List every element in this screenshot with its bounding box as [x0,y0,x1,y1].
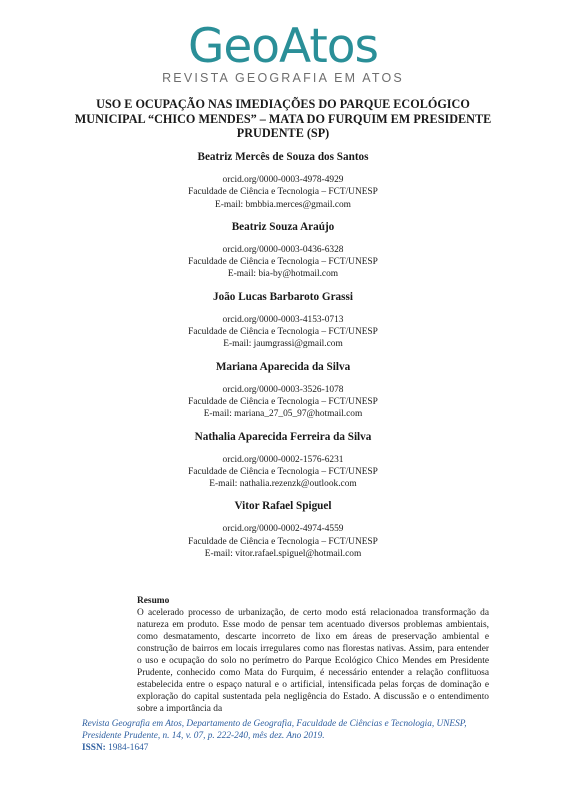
geoatos-logo-graphic [153,18,413,88]
article-title: USO E OCUPAÇÃO NAS IMEDIAÇÕES DO PARQUE ECOLÓGICO MUNICIPAL “CHICO MENDES” – MATA DO FURQUIM EM PRESIDENTE PRUDENTE (SP) [74,97,492,141]
logo-subtitle: REVISTA GEOGRAFIA EM ATOS [162,71,404,85]
author-orcid: orcid.org/0000-0003-0436-6328 [222,244,344,255]
author-block [60,500,506,560]
author-orcid: orcid.org/0000-0003-3526-1078 [222,384,344,395]
author-email: E-mail: vitor.rafael.spiguel@hotmail.com [204,549,362,560]
author-affiliation: Faculdade de Ciência e Tecnologia – FCT/UNESP [188,257,378,268]
author-block [60,291,506,351]
author-block [60,431,506,491]
footer-citation: Revista Geografia em Atos, Departamento de Geografia, Faculdade de Ciências e Tecnologia, UNESP, Presidente Prudente, n. 14, v. 07, p. 222-240, mês dez. Ano 2019. [82,719,467,741]
author-affiliation: Faculdade de Ciência e Tecnologia – FCT/UNESP [188,396,378,407]
page-footer [82,719,502,754]
author-name: Nathalia Aparecida Ferreira da Silva [194,430,372,443]
author-orcid: orcid.org/0000-0003-4153-0713 [222,314,344,325]
author-name: Beatriz Souza Araújo [231,220,335,233]
author-list [60,151,506,570]
author-affiliation: Faculdade de Ciência e Tecnologia – FCT/UNESP [188,536,378,547]
journal-logo [0,18,566,90]
author-orcid: orcid.org/0000-0002-1576-6231 [222,454,344,465]
author-block [60,221,506,281]
author-email: E-mail: bia-by@hotmail.com [227,269,339,280]
author-email: E-mail: bmbbia.merces@gmail.com [215,199,351,210]
author-name: Vitor Rafael Spiguel [234,500,332,513]
author-block [60,361,506,421]
footer-issn [82,743,502,755]
abstract-text: O acelerado processo de urbanização, de certo modo está relacionadoa transformação da natureza em produto. Esse modo de pensar tem acentuado diversos problemas ambientais, como desmatamento, descarte incorreto de lixo em áreas de preservação ambiental e construção de bairros em locais irregulares como nas florestas nativas. Assim, para entender o uso e ocupação do solo no perímetro do Parque Ecológico Chico Mendes em Presidente Prudente, conhecido como Mata do Furquim, é necessário entender a relação conflituosa estabelecida entre o espaço natural e o artificial, intensificada pelas forças de dominação e exploração do capital sustentada pela negligência do Estado. A discussão e o entendimento sobre a importância da [137,608,489,715]
author-email: E-mail: mariana_27_05_97@hotmail.com [203,409,363,420]
author-name: João Lucas Barbaroto Grassi [213,290,353,303]
author-affiliation: Faculdade de Ciência e Tecnologia – FCT/UNESP [188,327,378,338]
author-email: E-mail: jaumgrassi@gmail.com [223,339,343,350]
abstract-heading: Resumo [137,596,170,606]
author-affiliation: Faculdade de Ciência e Tecnologia – FCT/UNESP [188,187,378,198]
author-name: Mariana Aparecida da Silva [215,360,351,373]
issn-value: 1984-1647 [108,742,149,753]
author-name: Beatriz Mercês de Souza dos Santos [197,151,369,163]
author-email: E-mail: nathalia.rezenzk@outlook.com [209,479,357,490]
author-block [60,151,506,211]
logo-wordmark: GeoAtos [187,19,379,74]
author-orcid: orcid.org/0000-0003-4978-4929 [222,175,344,185]
issn-label: ISSN: [82,742,106,753]
author-orcid: orcid.org/0000-0002-4974-4559 [222,524,344,535]
author-affiliation: Faculdade de Ciência e Tecnologia – FCT/UNESP [188,466,378,477]
abstract [137,595,489,715]
